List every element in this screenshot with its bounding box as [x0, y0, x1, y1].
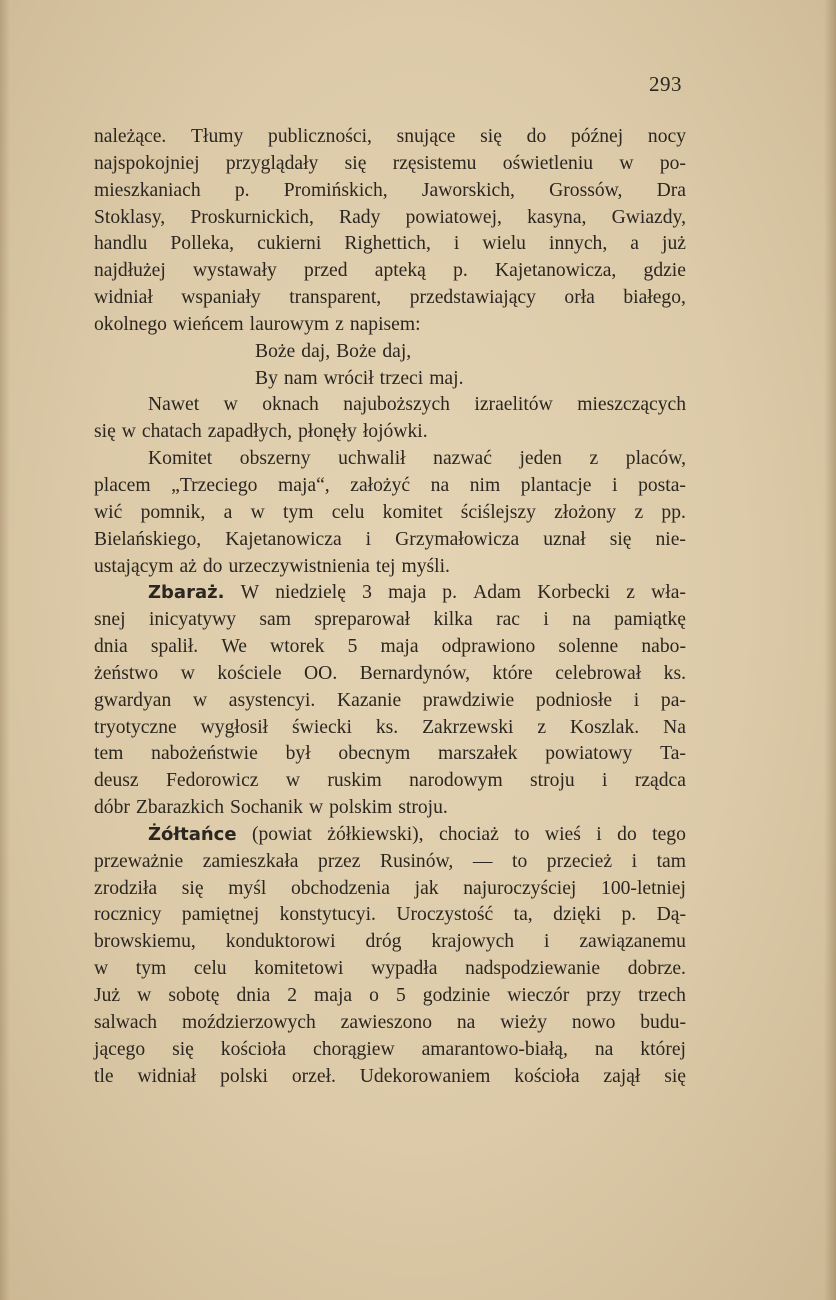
text-line: dóbr Zbarazkich Sochanik w polskim stroju.	[94, 797, 448, 819]
text-line: placem „Trzeciego maja“, założyć na nim plantacje i posta-	[94, 474, 686, 496]
text-line: Stoklasy, Proskurnickich, Rady powiatowej, kasyna, Gwiazdy,	[94, 206, 686, 228]
text-line: By nam wrócił trzeci maj.	[255, 367, 464, 389]
text-line: tle widniał polski orzeł. Udekorowaniem kościoła zajął się	[94, 1065, 686, 1087]
text-line: Zbaraż. W niedzielę 3 maja p. Adam Korbecki z wła-	[94, 580, 686, 607]
page-number: 293	[649, 72, 682, 96]
text-line: Już w sobotę dnia 2 maja o 5 godzinie wieczór przy trzech	[94, 985, 686, 1006]
text-line: się w chatach zapadłych, płonęły łojówki.	[94, 421, 428, 443]
text-line: tem nabożeństwie był obecnym marszałek powiatowy Ta-	[94, 743, 686, 765]
text-line: snej inicyatywy sam spreparował kilka rac i na pamiątkę	[94, 609, 686, 631]
text-line: zrodziła się myśl obchodzenia jak najuroczyściej 100-letniej	[94, 877, 686, 899]
page-right-edge-shadow	[824, 0, 836, 1300]
text-line: należące. Tłumy publiczności, snujące się do późnej nocy	[94, 126, 686, 147]
text-line: deusz Fedorowicz w ruskim narodowym stroju i rządca	[94, 770, 686, 792]
text-line: w tym celu komitetowi wypadła nadspodziewanie dobrze.	[94, 958, 686, 980]
text-line: widniał wspaniały transparent, przedstawiający orła białego,	[94, 287, 686, 309]
body-text	[94, 124, 686, 1090]
section-heading: Zbaraż.	[148, 582, 225, 604]
text-line: Nawet w oknach najuboższych izraelitów mieszczących	[148, 394, 686, 416]
text-line: gwardyan w asystencyi. Kazanie prawdziwie podniosłe i pa-	[94, 689, 686, 711]
text-line: Żółtańce (powiat żółkiewski), chociaż to wieś i do tego	[94, 822, 686, 849]
text-line: handlu Polleka, cukierni Righettich, i wielu innych, a już	[94, 233, 686, 255]
text-line: Bielańskiego, Kajetanowicza i Grzymałowicza uznał się nie-	[94, 528, 686, 550]
text-line: Boże daj, Boże daj,	[255, 340, 412, 362]
text-line: okolnego wieńcem laurowym z napisem:	[94, 313, 421, 335]
text-line: jącego się kościoła chorągiew amarantowo-białą, na której	[94, 1038, 686, 1060]
text-line: browskiemu, konduktorowi dróg krajowych i zawiązanemu	[94, 931, 686, 953]
text-line: dnia spalił. We wtorek 5 maja odprawiono solenne nabo-	[94, 636, 686, 658]
text-line: ustającym aż do urzeczywistnienia tej myśli.	[94, 555, 450, 577]
text-line: salwach moździerzowych zawieszono na wieży nowo budu-	[94, 1011, 686, 1033]
text-line: przeważnie zamieszkała przez Rusinów, — to przecież i tam	[94, 850, 686, 872]
text-line: najspokojniej przyglądały się rzęsistemu oświetleniu w po-	[94, 152, 686, 174]
section-heading: Żółtańce	[148, 823, 237, 845]
text-line: rocznicy pamiętnej konstytucyi. Uroczystość ta, dzięki p. Dą-	[94, 904, 686, 926]
text-line: wić pomnik, a w tym celu komitet ściślejszy złożony z pp.	[94, 501, 686, 523]
text-line: tryotyczne wygłosił świecki ks. Zakrzewski z Koszlak. Na	[94, 716, 686, 738]
text-line: najdłużej wystawały przed apteką p. Kajetanowicza, gdzie	[94, 260, 686, 282]
text-line: Komitet obszerny uchwalił nazwać jeden z placów,	[148, 448, 686, 470]
text-line: żeństwo w kościele OO. Bernardynów, które celebrował ks.	[94, 662, 686, 684]
text-line: mieszkaniach p. Promińskich, Jaworskich, Grossów, Dra	[94, 179, 686, 201]
page-left-edge-shadow	[0, 0, 10, 1300]
